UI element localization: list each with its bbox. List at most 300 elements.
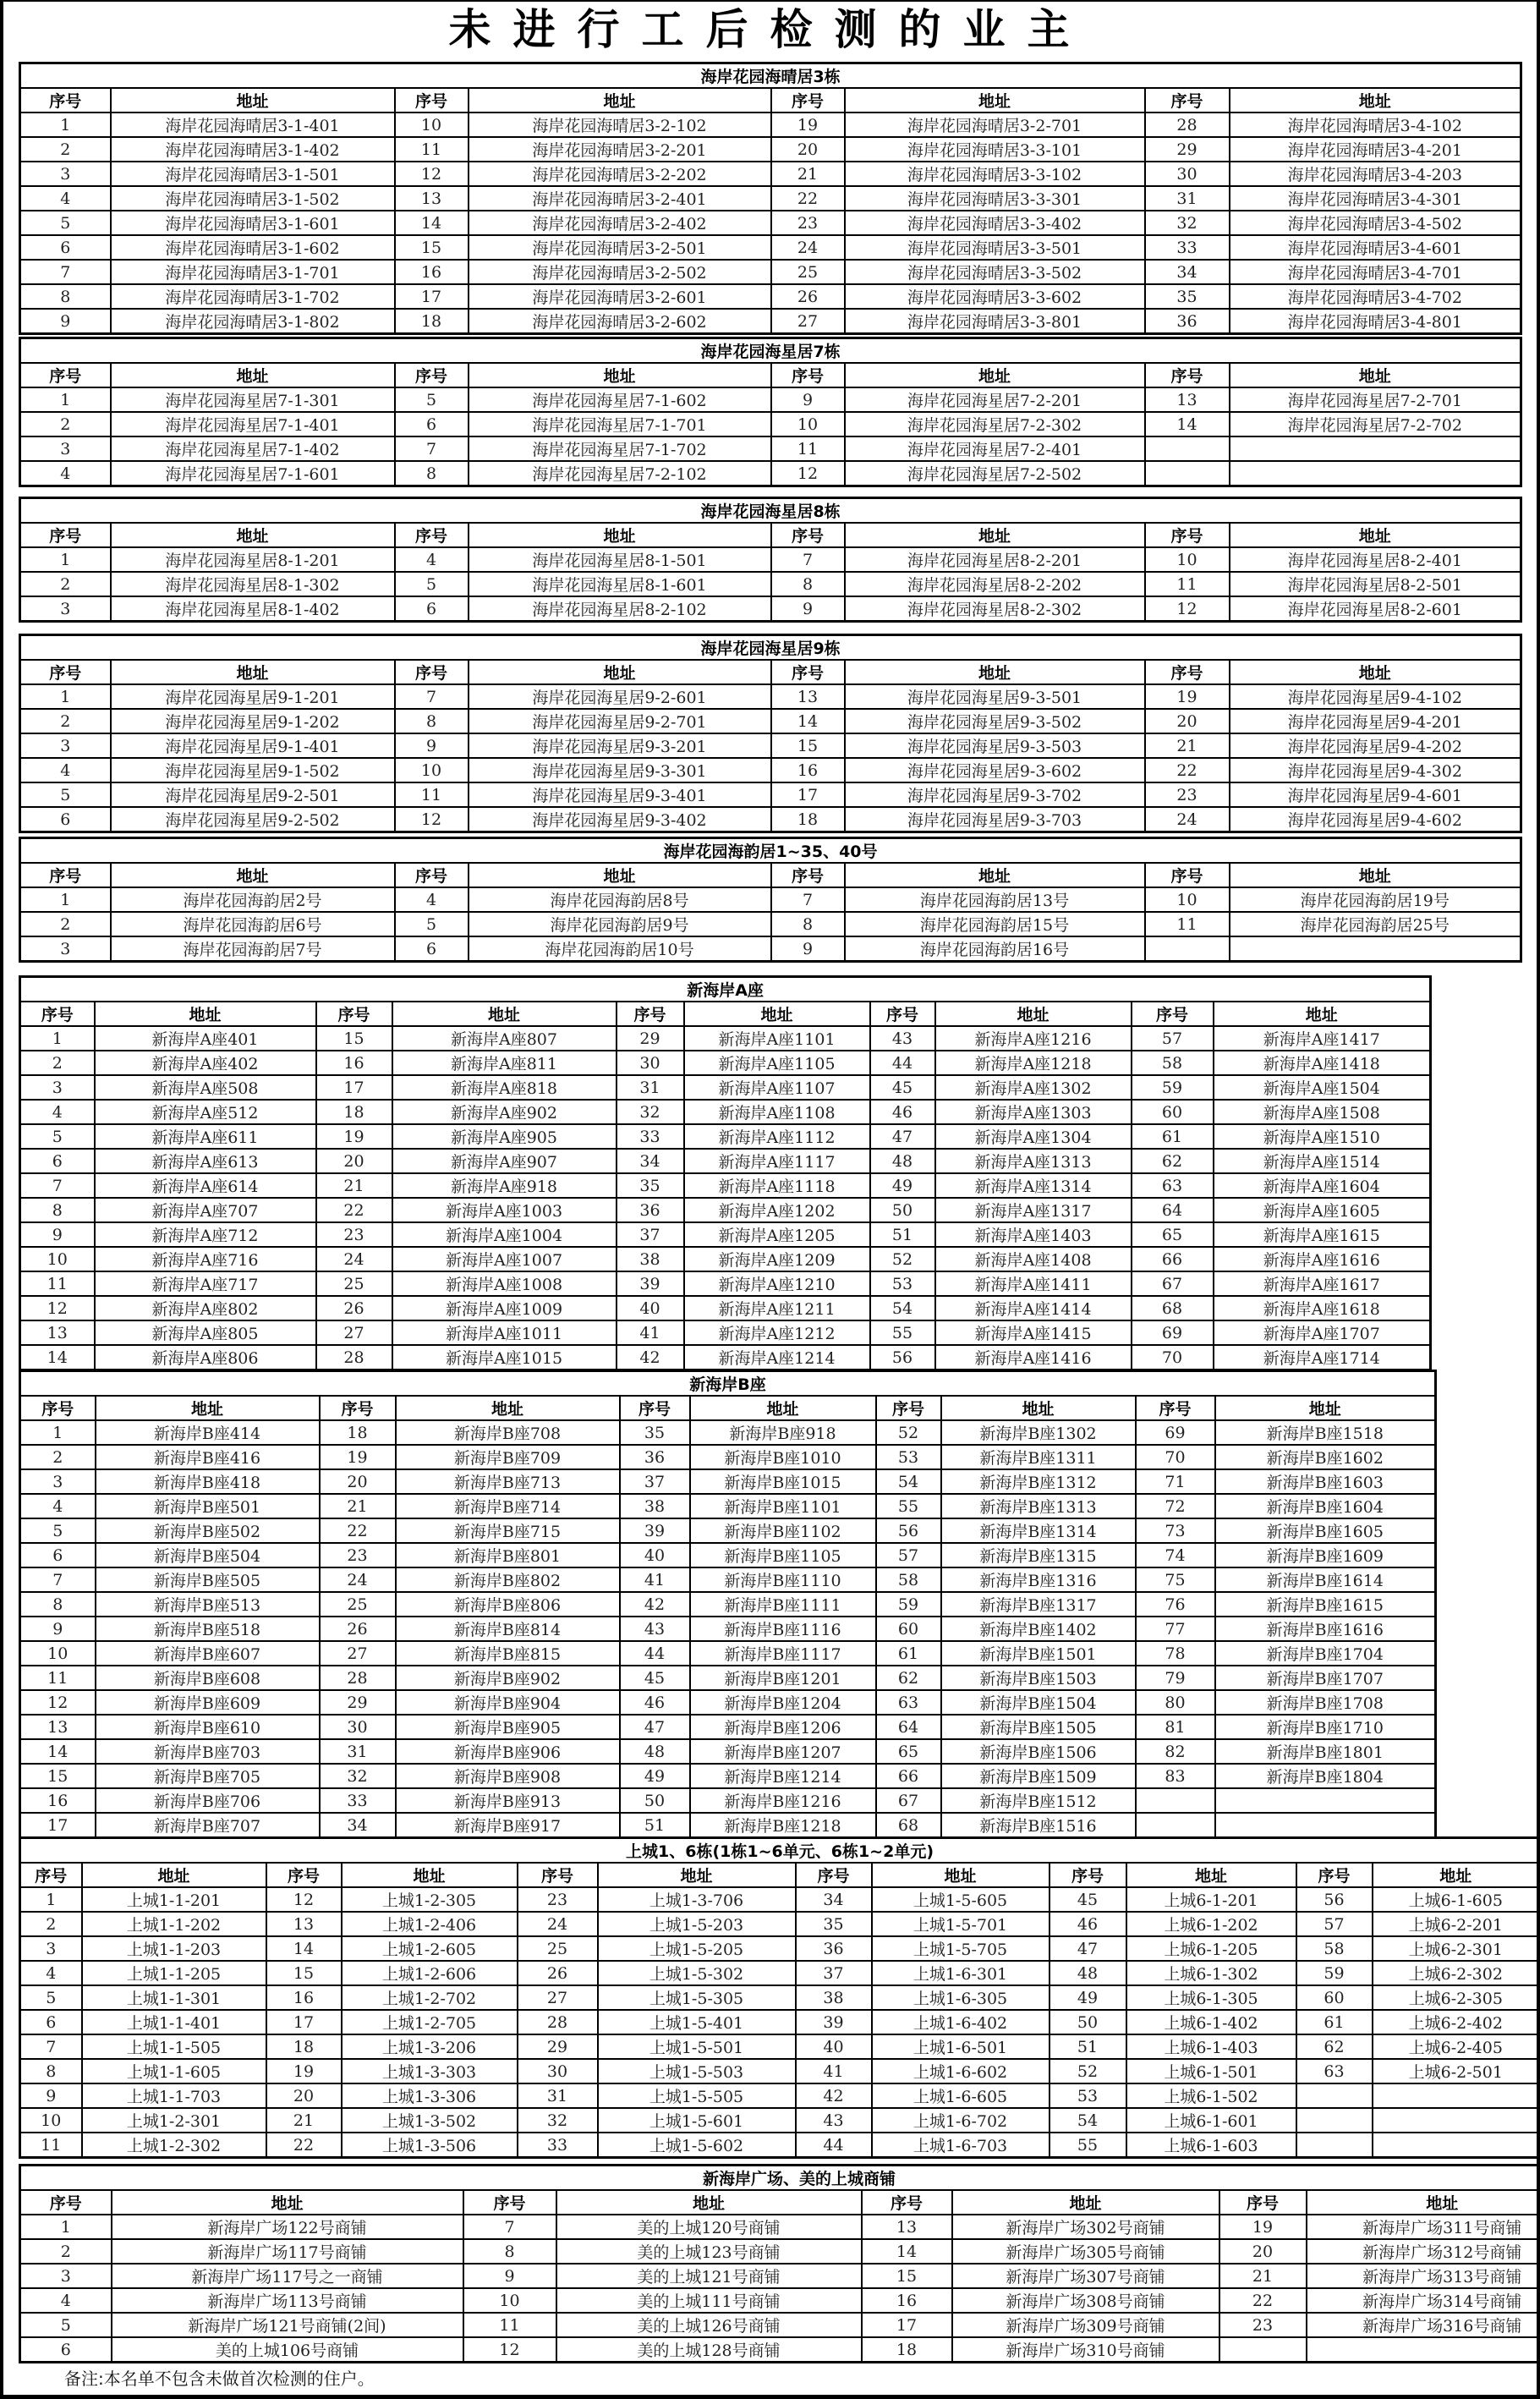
address-cell: 新海岸广场316号商铺 xyxy=(1307,2313,1540,2337)
table-row xyxy=(20,1617,1436,1641)
column-header-no: 序号 xyxy=(395,660,469,684)
row-number: 74 xyxy=(1136,1543,1215,1567)
address-cell: 新海岸B座1616 xyxy=(1215,1617,1436,1641)
address-cell: 海岸花园海晴居3-4-203 xyxy=(1230,162,1521,186)
address-cell: 海岸花园海晴居3-1-501 xyxy=(111,162,395,186)
row-number: 22 xyxy=(320,1518,396,1543)
address-cell: 海岸花园海星居9-4-202 xyxy=(1230,733,1521,758)
row-number: 19 xyxy=(1219,2215,1307,2239)
row-number: 45 xyxy=(620,1666,690,1690)
address-cell: 新海岸A座1707 xyxy=(1214,1320,1431,1345)
column-header-no: 序号 xyxy=(518,1863,598,1887)
row-number: 27 xyxy=(518,1985,598,2010)
row-number: 49 xyxy=(870,1173,935,1198)
address-cell: 上城1-2-305 xyxy=(342,1887,518,1912)
table-row xyxy=(20,1345,1431,1370)
address-cell: 新海岸B座806 xyxy=(396,1592,620,1617)
address-cell: 新海岸B座1602 xyxy=(1215,1445,1436,1469)
address-cell: 新海岸B座1312 xyxy=(941,1469,1136,1494)
address-cell: 新海岸B座904 xyxy=(396,1690,620,1715)
column-header-address: 地址 xyxy=(952,2190,1219,2215)
row-number: 10 xyxy=(1145,887,1230,912)
row-number: 9 xyxy=(20,1617,96,1641)
address-cell: 新海岸广场312号商铺 xyxy=(1307,2239,1540,2264)
address-cell: 新海岸B座1302 xyxy=(941,1420,1136,1445)
table-row xyxy=(20,1075,1431,1100)
address-cell: 海岸花园海晴居3-3-502 xyxy=(845,260,1145,284)
row-number: 65 xyxy=(1132,1222,1214,1247)
row-number: 48 xyxy=(620,1739,690,1764)
row-number: 8 xyxy=(20,2059,82,2083)
column-header-address: 地址 xyxy=(396,1396,620,1420)
address-cell: 新海岸A座1007 xyxy=(392,1247,617,1271)
row-number: 81 xyxy=(1136,1715,1215,1739)
row-number: 6 xyxy=(20,2337,112,2363)
address-cell: 海岸花园海晴居3-2-401 xyxy=(469,186,771,211)
table-row xyxy=(20,758,1521,782)
row-number xyxy=(1136,1813,1215,1838)
row-number: 15 xyxy=(862,2264,952,2288)
address-cell: 新海岸B座714 xyxy=(396,1494,620,1518)
column-header-address: 地址 xyxy=(112,2190,463,2215)
address-cell: 海岸花园海星居9-3-503 xyxy=(845,733,1145,758)
table-row xyxy=(20,1715,1436,1739)
row-number: 22 xyxy=(1145,758,1230,782)
address-cell: 海岸花园海星居8-2-201 xyxy=(845,547,1145,572)
address-cell: 海岸花园海星居9-4-601 xyxy=(1230,782,1521,807)
row-number: 17 xyxy=(771,782,845,807)
table-row xyxy=(20,547,1521,572)
table-row xyxy=(20,1100,1431,1124)
row-number: 12 xyxy=(395,162,469,186)
address-cell: 新海岸A座1011 xyxy=(392,1320,617,1345)
row-number: 61 xyxy=(876,1641,941,1666)
column-header-address: 地址 xyxy=(1373,1863,1540,1887)
row-number: 3 xyxy=(20,1936,82,1961)
row-number: 42 xyxy=(796,2083,872,2108)
column-header-address: 地址 xyxy=(82,1863,266,1887)
address-cell: 新海岸B座1315 xyxy=(941,1543,1136,1567)
address-cell: 海岸花园海星居7-2-102 xyxy=(469,461,771,486)
address-cell: 新海岸B座1110 xyxy=(690,1567,876,1592)
row-number: 23 xyxy=(771,211,845,235)
row-number: 14 xyxy=(20,1345,95,1370)
section-table xyxy=(19,62,1522,335)
column-header-no: 序号 xyxy=(395,363,469,387)
row-number: 21 xyxy=(1145,733,1230,758)
row-number: 31 xyxy=(518,2083,598,2108)
address-cell: 上城1-5-203 xyxy=(598,1912,796,1936)
address-cell: 新海岸A座1411 xyxy=(935,1271,1132,1296)
row-number: 27 xyxy=(316,1320,392,1345)
section-table xyxy=(19,2164,1540,2363)
row-number: 39 xyxy=(617,1271,684,1296)
table-row xyxy=(20,1961,1540,1985)
table-row xyxy=(20,1173,1431,1198)
row-number: 53 xyxy=(876,1445,941,1469)
row-number: 56 xyxy=(1296,1887,1373,1912)
column-header-no: 序号 xyxy=(771,660,845,684)
address-cell: 新海岸A座1009 xyxy=(392,1296,617,1320)
address-cell: 新海岸B座1710 xyxy=(1215,1715,1436,1739)
address-cell: 新海岸B座1214 xyxy=(690,1764,876,1788)
row-number: 54 xyxy=(870,1296,935,1320)
address-cell: 海岸花园海韵居8号 xyxy=(469,887,771,912)
row-number: 36 xyxy=(1145,309,1230,334)
row-number: 48 xyxy=(1050,1961,1126,1985)
row-number: 9 xyxy=(20,309,111,334)
address-cell: 新海岸A座1604 xyxy=(1214,1173,1431,1198)
table-row xyxy=(20,1985,1540,2010)
address-cell: 新海岸B座801 xyxy=(396,1543,620,1567)
address-cell: 上城1-3-506 xyxy=(342,2133,518,2158)
row-number: 24 xyxy=(771,235,845,260)
address-cell: 海岸花园海星居8-1-601 xyxy=(469,572,771,596)
table-row xyxy=(20,782,1521,807)
row-number: 33 xyxy=(320,1788,396,1813)
address-cell: 美的上城128号商铺 xyxy=(556,2337,862,2363)
row-number xyxy=(1219,2337,1307,2363)
row-number: 79 xyxy=(1136,1666,1215,1690)
table-row xyxy=(20,1788,1436,1813)
address-cell: 新海岸B座1603 xyxy=(1215,1469,1436,1494)
column-header-no: 序号 xyxy=(1296,1863,1373,1887)
row-number: 13 xyxy=(771,684,845,709)
row-number: 2 xyxy=(20,137,111,162)
address-cell: 海岸花园海晴居3-1-701 xyxy=(111,260,395,284)
row-number: 32 xyxy=(518,2108,598,2133)
address-cell: 新海岸A座1415 xyxy=(935,1320,1132,1345)
row-number: 30 xyxy=(320,1715,396,1739)
row-number: 2 xyxy=(20,572,111,596)
address-cell: 海岸花园海韵居15号 xyxy=(845,912,1145,936)
address-cell: 上城1-3-706 xyxy=(598,1887,796,1912)
table-row xyxy=(20,1420,1436,1445)
table-row xyxy=(20,260,1521,284)
row-number: 4 xyxy=(395,547,469,572)
row-number: 6 xyxy=(20,807,111,832)
row-number: 16 xyxy=(862,2288,952,2313)
row-number: 11 xyxy=(1145,572,1230,596)
row-number: 68 xyxy=(876,1813,941,1838)
row-number: 26 xyxy=(518,1961,598,1985)
column-header-address: 地址 xyxy=(469,88,771,113)
row-number: 47 xyxy=(1050,1936,1126,1961)
address-cell: 上城1-1-401 xyxy=(82,2010,266,2034)
address-cell: 新海岸A座1416 xyxy=(935,1345,1132,1370)
row-number: 3 xyxy=(20,162,111,186)
row-number: 20 xyxy=(1145,709,1230,733)
address-cell: 海岸花园海星居7-2-702 xyxy=(1230,412,1521,436)
column-header-no: 序号 xyxy=(771,523,845,547)
row-number: 49 xyxy=(620,1764,690,1788)
address-cell: 新海岸A座807 xyxy=(392,1026,617,1051)
address-cell: 海岸花园海星居9-4-602 xyxy=(1230,807,1521,832)
address-cell: 新海岸A座818 xyxy=(392,1075,617,1100)
row-number: 24 xyxy=(316,1247,392,1271)
address-cell: 上城1-6-402 xyxy=(872,2010,1050,2034)
address-cell: 新海岸B座414 xyxy=(96,1420,320,1445)
row-number: 12 xyxy=(463,2337,556,2363)
header-row xyxy=(20,660,1521,684)
row-number: 1 xyxy=(20,387,111,412)
row-number: 16 xyxy=(316,1051,392,1075)
address-cell: 上城1-2-605 xyxy=(342,1936,518,1961)
table-row xyxy=(20,1320,1431,1345)
table-row xyxy=(20,113,1521,137)
address-cell: 海岸花园海星居9-3-501 xyxy=(845,684,1145,709)
row-number: 25 xyxy=(518,1936,598,1961)
address-cell: 海岸花园海韵居16号 xyxy=(845,936,1145,962)
row-number: 1 xyxy=(20,1026,95,1051)
address-cell: 新海岸A座1408 xyxy=(935,1247,1132,1271)
column-header-address: 地址 xyxy=(935,1002,1132,1026)
row-number: 4 xyxy=(20,758,111,782)
address-cell: 上城1-5-705 xyxy=(872,1936,1050,1961)
table-row xyxy=(20,137,1521,162)
address-cell xyxy=(1230,436,1521,461)
row-number: 53 xyxy=(1050,2083,1126,2108)
row-number xyxy=(1296,2133,1373,2158)
address-cell: 上城6-2-402 xyxy=(1373,2010,1540,2034)
address-cell: 上城6-2-201 xyxy=(1373,1912,1540,1936)
address-cell xyxy=(1373,2108,1540,2133)
row-number: 9 xyxy=(20,1222,95,1247)
row-number: 18 xyxy=(266,2034,342,2059)
row-number: 3 xyxy=(20,1469,96,1494)
address-cell: 海岸花园海星居9-2-601 xyxy=(469,684,771,709)
column-header-no: 序号 xyxy=(395,863,469,887)
row-number: 59 xyxy=(876,1592,941,1617)
row-number: 64 xyxy=(1132,1198,1214,1222)
row-number: 62 xyxy=(876,1666,941,1690)
address-cell: 海岸花园海晴居3-1-602 xyxy=(111,235,395,260)
row-number: 28 xyxy=(320,1666,396,1690)
header-row xyxy=(20,523,1521,547)
section-title: 新海岸B座 xyxy=(20,1371,1436,1397)
table-row xyxy=(20,2010,1540,2034)
address-cell: 新海岸B座1505 xyxy=(941,1715,1136,1739)
address-cell: 新海岸B座707 xyxy=(96,1813,320,1838)
address-cell: 新海岸B座1218 xyxy=(690,1813,876,1838)
row-number xyxy=(1136,1788,1215,1813)
address-cell: 海岸花园海晴居3-4-801 xyxy=(1230,309,1521,334)
address-cell: 上城1-1-605 xyxy=(82,2059,266,2083)
row-number: 3 xyxy=(20,2264,112,2288)
section-title: 海岸花园海韵居1~35、40号 xyxy=(20,838,1521,864)
row-number: 20 xyxy=(316,1149,392,1173)
row-number: 30 xyxy=(617,1051,684,1075)
address-cell: 海岸花园海星居7-2-401 xyxy=(845,436,1145,461)
address-cell: 上城1-3-502 xyxy=(342,2108,518,2133)
row-number: 38 xyxy=(796,1985,872,2010)
row-number: 75 xyxy=(1136,1567,1215,1592)
address-cell: 新海岸B座418 xyxy=(96,1469,320,1494)
header-row xyxy=(20,1002,1431,1026)
table-row xyxy=(20,309,1521,334)
address-cell: 上城6-1-205 xyxy=(1126,1936,1296,1961)
table-row xyxy=(20,412,1521,436)
row-number: 8 xyxy=(463,2239,556,2264)
row-number: 51 xyxy=(1050,2034,1126,2059)
row-number: 29 xyxy=(320,1690,396,1715)
address-cell: 新海岸B座1105 xyxy=(690,1543,876,1567)
row-number: 24 xyxy=(1145,807,1230,832)
address-cell: 新海岸B座1116 xyxy=(690,1617,876,1641)
row-number: 72 xyxy=(1136,1494,1215,1518)
column-header-address: 地址 xyxy=(469,523,771,547)
row-number: 58 xyxy=(1132,1051,1214,1075)
address-cell: 海岸花园海晴居3-2-402 xyxy=(469,211,771,235)
address-cell: 海岸花园海星居7-1-402 xyxy=(111,436,395,461)
address-cell: 新海岸B座814 xyxy=(396,1617,620,1641)
row-number: 10 xyxy=(395,113,469,137)
row-number: 35 xyxy=(620,1420,690,1445)
row-number: 3 xyxy=(20,1075,95,1100)
row-number: 36 xyxy=(617,1198,684,1222)
row-number: 2 xyxy=(20,709,111,733)
address-cell: 上城1-5-401 xyxy=(598,2010,796,2034)
row-number: 62 xyxy=(1296,2034,1373,2059)
address-cell: 新海岸B座1015 xyxy=(690,1469,876,1494)
address-cell: 新海岸广场117号之一商铺 xyxy=(112,2264,463,2288)
column-header-no: 序号 xyxy=(20,1396,96,1420)
row-number: 21 xyxy=(316,1173,392,1198)
table-row xyxy=(20,1592,1436,1617)
row-number: 1 xyxy=(20,887,111,912)
address-cell: 新海岸B座1117 xyxy=(690,1641,876,1666)
row-number: 31 xyxy=(320,1739,396,1764)
row-number: 18 xyxy=(862,2337,952,2363)
address-cell: 新海岸B座501 xyxy=(96,1494,320,1518)
address-cell: 海岸花园海星居9-3-301 xyxy=(469,758,771,782)
column-header-address: 地址 xyxy=(392,1002,617,1026)
address-cell: 海岸花园海星居9-3-702 xyxy=(845,782,1145,807)
row-number: 78 xyxy=(1136,1641,1215,1666)
address-cell: 新海岸B座1316 xyxy=(941,1567,1136,1592)
address-cell: 新海岸A座1105 xyxy=(684,1051,870,1075)
row-number: 16 xyxy=(395,260,469,284)
address-cell: 新海岸A座806 xyxy=(95,1345,316,1370)
row-number: 23 xyxy=(1219,2313,1307,2337)
section-title: 海岸花园海星居7栋 xyxy=(20,338,1521,364)
address-cell: 新海岸B座713 xyxy=(396,1469,620,1494)
row-number: 9 xyxy=(771,596,845,622)
section-table xyxy=(19,975,1432,1371)
address-cell: 海岸花园海晴居3-4-301 xyxy=(1230,186,1521,211)
address-cell: 新海岸B座1102 xyxy=(690,1518,876,1543)
row-number: 20 xyxy=(266,2083,342,2108)
row-number: 54 xyxy=(876,1469,941,1494)
address-cell: 海岸花园海星居7-1-401 xyxy=(111,412,395,436)
address-cell: 新海岸B座1313 xyxy=(941,1494,1136,1518)
row-number: 38 xyxy=(617,1247,684,1271)
row-number: 49 xyxy=(1050,1985,1126,2010)
row-number: 36 xyxy=(796,1936,872,1961)
row-number: 13 xyxy=(862,2215,952,2239)
table-row xyxy=(20,2264,1540,2288)
row-number: 42 xyxy=(617,1345,684,1370)
column-header-no: 序号 xyxy=(1050,1863,1126,1887)
address-cell: 海岸花园海星居7-1-602 xyxy=(469,387,771,412)
address-cell: 上城1-6-501 xyxy=(872,2034,1050,2059)
address-cell: 新海岸A座1101 xyxy=(684,1026,870,1051)
row-number: 59 xyxy=(1296,1961,1373,1985)
table-row xyxy=(20,2288,1540,2313)
address-cell xyxy=(1230,936,1521,962)
address-cell: 新海岸B座1516 xyxy=(941,1813,1136,1838)
column-header-no: 序号 xyxy=(320,1396,396,1420)
address-cell: 新海岸B座705 xyxy=(96,1764,320,1788)
address-cell: 新海岸B座513 xyxy=(96,1592,320,1617)
row-number: 3 xyxy=(20,436,111,461)
row-number: 6 xyxy=(395,596,469,622)
row-number: 43 xyxy=(620,1617,690,1641)
address-cell: 新海岸B座1311 xyxy=(941,1445,1136,1469)
row-number: 70 xyxy=(1132,1345,1214,1370)
address-cell: 海岸花园海星居9-2-502 xyxy=(111,807,395,832)
address-cell: 新海岸A座1216 xyxy=(935,1026,1132,1051)
column-header-address: 地址 xyxy=(111,363,395,387)
column-header-no: 序号 xyxy=(620,1396,690,1420)
header-row xyxy=(20,1396,1436,1420)
row-number: 2 xyxy=(20,1445,96,1469)
row-number: 42 xyxy=(620,1592,690,1617)
table-row xyxy=(20,1149,1431,1173)
row-number: 25 xyxy=(316,1271,392,1296)
address-cell: 海岸花园海星居8-2-501 xyxy=(1230,572,1521,596)
address-cell: 上城6-2-301 xyxy=(1373,1936,1540,1961)
address-cell: 新海岸B座505 xyxy=(96,1567,320,1592)
address-cell: 上城6-1-202 xyxy=(1126,1912,1296,1936)
table-row xyxy=(20,2337,1540,2363)
address-cell: 海岸花园海星居9-1-202 xyxy=(111,709,395,733)
address-cell: 新海岸A座811 xyxy=(392,1051,617,1075)
address-cell: 新海岸B座607 xyxy=(96,1641,320,1666)
row-number: 2 xyxy=(20,1912,82,1936)
section-title: 海岸花园海星居9栋 xyxy=(20,635,1521,661)
row-number: 7 xyxy=(20,1567,96,1592)
row-number: 31 xyxy=(617,1075,684,1100)
row-number: 11 xyxy=(1145,912,1230,936)
address-cell: 新海岸A座1618 xyxy=(1214,1296,1431,1320)
address-cell: 新海岸A座1218 xyxy=(935,1051,1132,1075)
table-row xyxy=(20,709,1521,733)
address-cell: 新海岸B座715 xyxy=(396,1518,620,1543)
row-number: 37 xyxy=(796,1961,872,1985)
row-number: 13 xyxy=(20,1715,96,1739)
address-cell: 海岸花园海韵居6号 xyxy=(111,912,395,936)
row-number: 41 xyxy=(617,1320,684,1345)
row-number: 52 xyxy=(876,1420,941,1445)
row-number: 26 xyxy=(316,1296,392,1320)
address-cell: 新海岸A座1008 xyxy=(392,1271,617,1296)
address-cell: 新海岸A座508 xyxy=(95,1075,316,1100)
row-number: 76 xyxy=(1136,1592,1215,1617)
address-cell: 新海岸A座1117 xyxy=(684,1149,870,1173)
row-number: 11 xyxy=(771,436,845,461)
address-cell: 新海岸A座1214 xyxy=(684,1345,870,1370)
table-row xyxy=(20,284,1521,309)
row-number: 56 xyxy=(876,1518,941,1543)
row-number: 6 xyxy=(20,235,111,260)
address-cell: 新海岸A座707 xyxy=(95,1198,316,1222)
address-cell: 新海岸A座1211 xyxy=(684,1296,870,1320)
row-number: 11 xyxy=(395,137,469,162)
page-title: 未进行工后检测的业主 xyxy=(448,4,1092,54)
row-number: 25 xyxy=(320,1592,396,1617)
address-cell: 上城6-1-603 xyxy=(1126,2133,1296,2158)
